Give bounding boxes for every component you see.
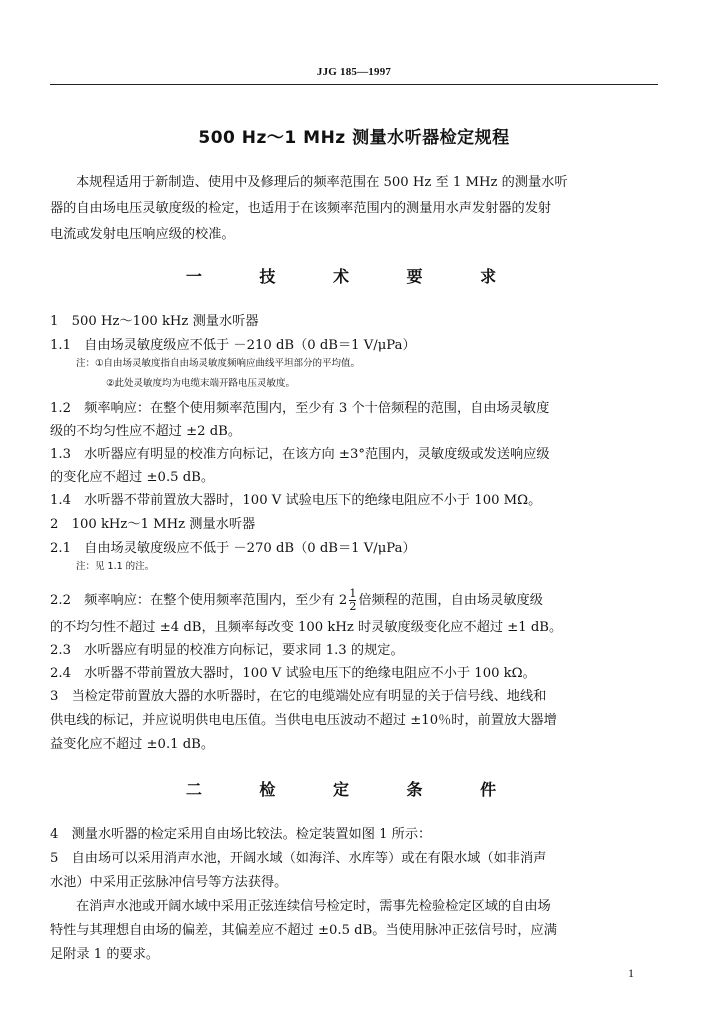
clause-1-2-line-2: 级的不均匀性应不超过 ±2 dB。 (50, 424, 242, 439)
clause-1-3-line-1: 1.3 水听器应有明显的校准方向标记，在该方向 ±3°范围内，灵敏度级或发送响应级 (50, 447, 550, 462)
intro-line-3: 电流或发射电压响应级的校准。 (50, 227, 235, 242)
clause-5-line-3: 在消声水池或开阔水域中采用正弦连续信号检定时，需事先检验检定区域的自由场 (76, 899, 551, 914)
note-1-1a: 注：①自由场灵敏度指自由场灵敏度频响应曲线平坦部分的平均值。 (76, 358, 361, 369)
intro-line-1: 本规程适用于新制造、使用中及修理后的频率范围在 500 Hz 至 1 MHz 的测量水听 (76, 175, 568, 190)
clause-5-line-2: 水池）中采用正弦脉冲信号等方法获得。 (50, 875, 288, 890)
clause-1-4: 1.4 水听器不带前置放大器时，100 V 试验电压下的绝缘电阻应不小于 100 MΩ。 (50, 493, 542, 508)
clause-5-line-4: 特性与其理想自由场的偏差，其偏差应不超过 ±0.5 dB。当使用脉冲正弦信号时，应满 (50, 923, 557, 938)
clause-2-2-line-1 (50, 588, 660, 614)
clause-3-line-2: 供电线的标记，并应说明供电电压值。当供电电压波动不超过 ±10％时，前置放大器增 (50, 713, 557, 728)
clause-2-2-lead: 2.2 频率响应：在整个使用频率范围内，至少有 2 (50, 593, 348, 608)
header-divider (50, 84, 658, 85)
clause-1-3-line-2: 的变化应不超过 ±0.5 dB。 (50, 470, 215, 485)
clause-3-line-1: 3 当检定带前置放大器的水听器时，在它的电缆端处应有明显的关于信号线、地线和 (50, 689, 547, 704)
note-1-1b: ②此处灵敏度均为电缆末端开路电压灵敏度。 (106, 378, 296, 389)
document-title: 500 Hz～1 MHz 测量水听器检定规程 (198, 128, 510, 148)
clause-1: 1 500 Hz～100 kHz 测量水听器 (50, 314, 259, 329)
clause-2-4: 2.4 水听器不带前置放大器时，100 V 试验电压下的绝缘电阻应不小于 100 kΩ。 (50, 666, 536, 681)
clause-2-2-line-2: 的不均匀性不超过 ±4 dB，且频率每改变 100 kHz 时灵敏度级变化应不超过 ±1 dB。 (50, 620, 563, 635)
clause-1-2-line-1: 1.2 频率响应：在整个使用频率范围内，至少有 3 个十倍频程的范围，自由场灵敏度 (50, 401, 550, 416)
clause-3-line-3: 益变化应不超过 ±0.1 dB。 (50, 737, 215, 752)
page-number: 1 (628, 966, 634, 980)
clause-5-line-5: 足附录 1 的要求。 (50, 947, 160, 962)
clause-1-1: 1.1 自由场灵敏度级应不低于 －210 dB（0 dB＝1 V/μPa） (50, 338, 416, 353)
clause-2-2-tail: 倍频程的范围，自由场灵敏度级 (358, 593, 543, 608)
intro-line-2: 器的自由场电压灵敏度级的检定，也适用于在该频率范围内的测量用水声发射器的发射 (50, 201, 552, 216)
clause-2-3: 2.3 水听器应有明显的校准方向标记，要求同 1.3 的规定。 (50, 643, 404, 658)
clause-2: 2 100 kHz～1 MHz 测量水听器 (50, 517, 256, 532)
clause-5-line-1: 5 自由场可以采用消声水池，开阔水域（如海洋、水库等）或在有限水域（如非消声 (50, 851, 547, 866)
fraction-one-half: $\frac{1}{2}$ (349, 587, 357, 613)
clause-4: 4 测量水听器的检定采用自由场比较法。检定装置如图 1 所示： (50, 827, 432, 842)
note-2-1: 注：见 1.1 的注。 (76, 561, 155, 572)
standard-code: JJG 185—1997 (316, 66, 392, 78)
clause-2-1: 2.1 自由场灵敏度级应不低于 －270 dB（0 dB＝1 V/μPa） (50, 541, 416, 556)
section-heading-verification-conditions: 二 检 定 条 件 (185, 780, 523, 799)
section-heading-technical-requirements: 一 技 术 要 求 (185, 267, 523, 286)
